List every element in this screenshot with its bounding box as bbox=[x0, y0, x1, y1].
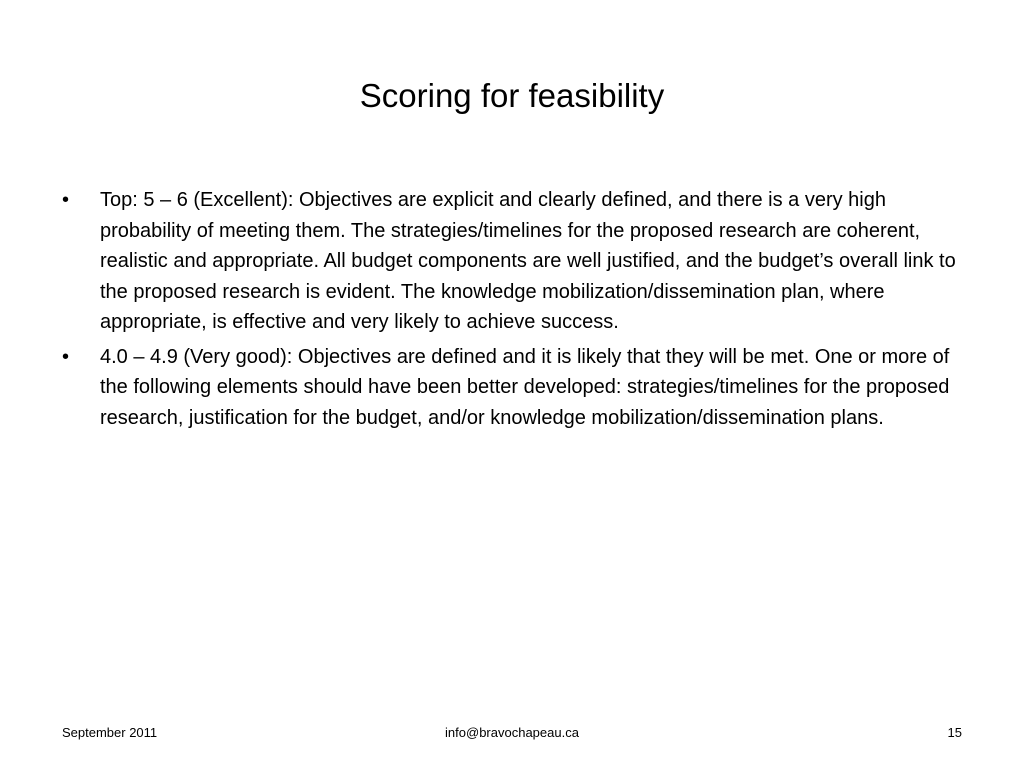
footer-email: info@bravochapeau.ca bbox=[445, 725, 579, 740]
bullet-text: 4.0 – 4.9 (Very good): Objectives are defined and it is likely that they will be met. One or more of the following elements should have been better developed: strategies/timelines for the proposed research, justification for the budget, and/or knowledge mobilization/dissemination plans. bbox=[100, 345, 950, 429]
bullet-list bbox=[62, 185, 962, 437]
footer-page-number: 15 bbox=[947, 725, 962, 740]
footer-date: September 2011 bbox=[62, 725, 158, 740]
slide-title: Scoring for feasibility bbox=[359, 77, 665, 114]
bullet-text: Top: 5 – 6 (Excellent): Objectives are explicit and clearly defined, and there is a very high probability of meeting them. The strategies/timelines for the proposed research are coherent, realistic and appropriate. All budget components are well justified, and the budget’s overall link to the proposed research is evident. The knowledge mobilization/dissemination plan, where appropriate, is effective and very likely to achieve success. bbox=[100, 189, 956, 333]
bullet-icon: • bbox=[62, 345, 70, 368]
bullet-item-very-good bbox=[62, 342, 962, 434]
bullet-item-excellent bbox=[62, 185, 962, 338]
bullet-icon: • bbox=[62, 189, 70, 211]
